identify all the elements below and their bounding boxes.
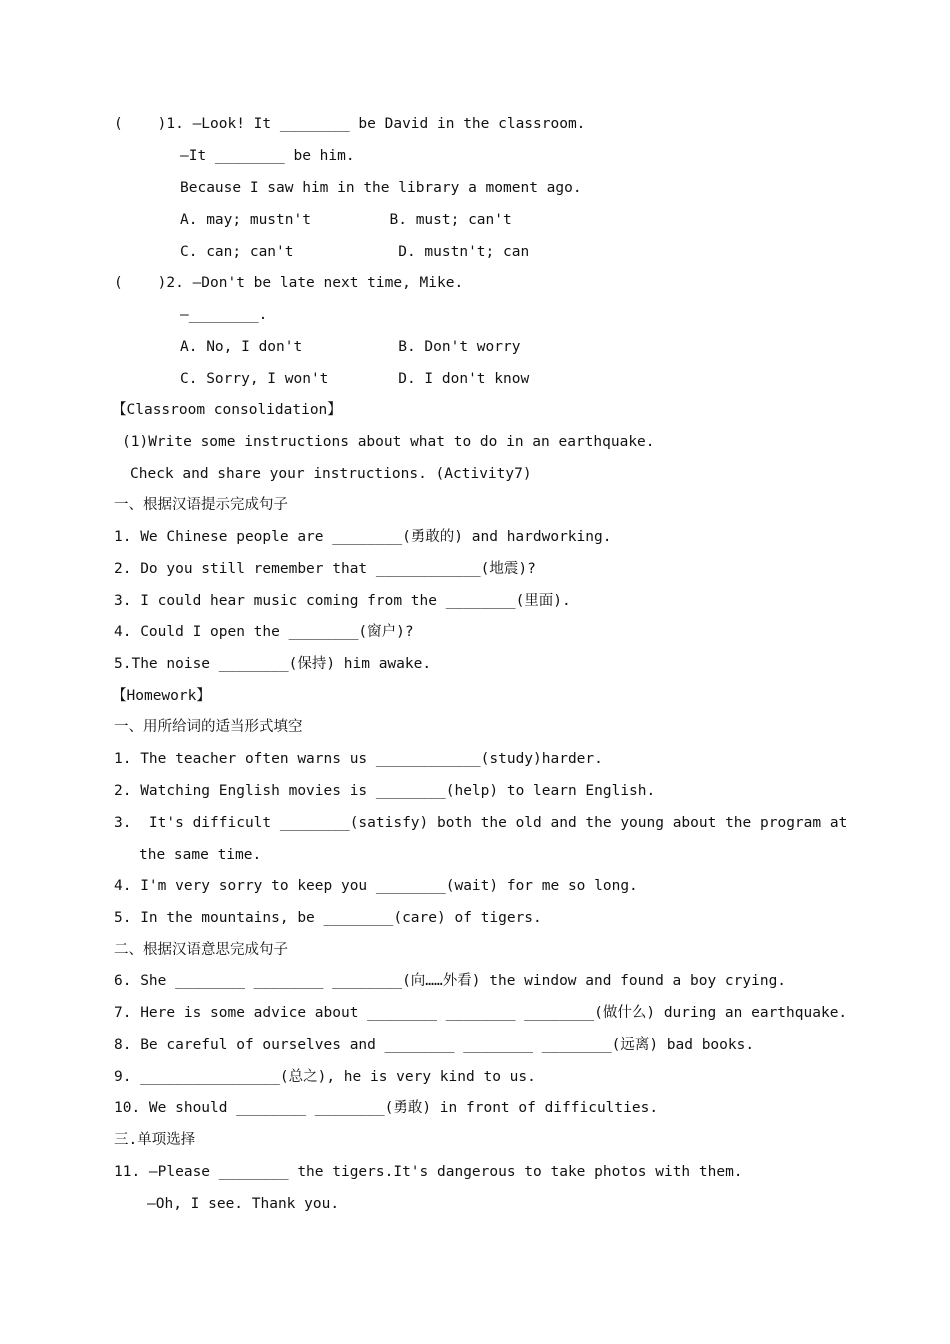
- question-1-reason: Because I saw him in the library a moment ago.: [180, 180, 582, 196]
- exercise-item: 5.The noise ________(保持) him awake.: [114, 656, 432, 672]
- exercise-item: 1. We Chinese people are ________(勇敢的) and hardworking.: [114, 529, 612, 545]
- question-2-options-cd: C. Sorry, I won't D. I don't know: [180, 371, 530, 387]
- section-heading-word-forms: 一、用所给词的适当形式填空: [114, 719, 303, 735]
- consolidation-instruction-2: Check and share your instructions. (Activity7): [130, 466, 532, 482]
- question-1-reply: —It ________ be him.: [180, 148, 355, 164]
- question-11-reply: —Oh, I see. Thank you.: [147, 1196, 340, 1212]
- question-2-reply: —________.: [180, 307, 268, 323]
- exercise-item: 7. Here is some advice about ________ ________ ________(做什么) during an earthquake.: [114, 1005, 848, 1021]
- exercise-item-continuation: the same time.: [139, 847, 262, 863]
- exercise-item: 2. Watching English movies is ________(help) to learn English.: [114, 783, 656, 799]
- exercise-item: 2. Do you still remember that ____________(地震)?: [114, 561, 536, 577]
- consolidation-instruction-1: (1)Write some instructions about what to do in an earthquake.: [122, 434, 655, 450]
- exercise-item: 4. I'm very sorry to keep you ________(wait) for me so long.: [114, 878, 638, 894]
- exercise-item: 9. ________________(总之), he is very kind to us.: [114, 1069, 536, 1085]
- section-heading-single-choice: 三.单项选择: [114, 1132, 196, 1148]
- question-2-options-ab: A. No, I don't B. Don't worry: [180, 339, 521, 355]
- section-heading-homework: 【Homework】: [112, 688, 211, 704]
- question-1-options-ab: A. may; mustn't B. must; can't: [180, 212, 512, 228]
- exercise-item: 8. Be careful of ourselves and ________ ________ ________(远离) bad books.: [114, 1037, 755, 1053]
- exercise-item: 1. The teacher often warns us ____________(study)harder.: [114, 751, 603, 767]
- question-1-prompt: ( )1. —Look! It ________ be David in the classroom.: [114, 116, 586, 132]
- section-heading-classroom-consolidation: 【Classroom consolidation】: [112, 402, 342, 418]
- question-1-options-cd: C. can; can't D. mustn't; can: [180, 244, 530, 260]
- exercise-item: 10. We should ________ ________(勇敢) in front of difficulties.: [114, 1100, 659, 1116]
- exercise-item: 3. It's difficult ________(satisfy) both the old and the young about the program at: [114, 815, 848, 831]
- exercise-item: 5. In the mountains, be ________(care) of tigers.: [114, 910, 542, 926]
- exercise-item: 4. Could I open the ________(窗户)?: [114, 624, 414, 640]
- exercise-item: 3. I could hear music coming from the ________(里面).: [114, 593, 571, 609]
- question-11-prompt: 11. —Please ________ the tigers.It's dangerous to take photos with them.: [114, 1164, 743, 1180]
- exercise-item: 6. She ________ ________ ________(向……外看) the window and found a boy crying.: [114, 973, 787, 989]
- section-heading-chinese-hints: 一、根据汉语提示完成句子: [114, 497, 288, 513]
- section-heading-complete-sentences: 二、根据汉语意思完成句子: [114, 942, 288, 958]
- question-2-prompt: ( )2. —Don't be late next time, Mike.: [114, 275, 464, 291]
